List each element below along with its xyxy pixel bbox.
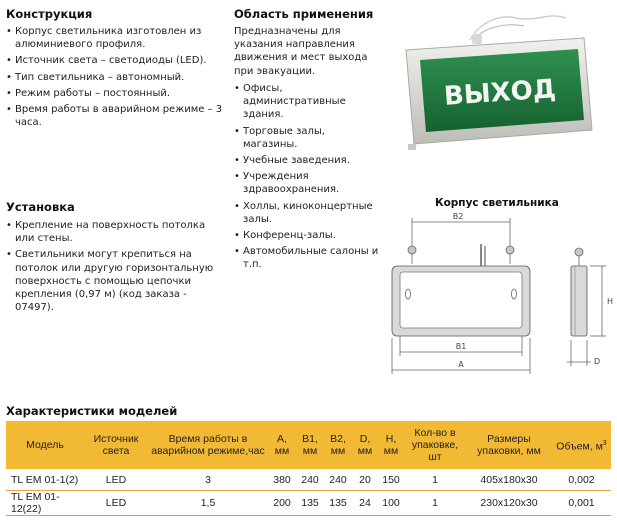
dim-label-h: H: [607, 297, 614, 306]
col-header-time: Время работы в аварийном режиме,час: [148, 421, 268, 469]
dim-label-d: D: [594, 357, 601, 366]
product-photo: [388, 4, 608, 160]
technical-drawing: [378, 206, 616, 378]
cell-qty: 1: [404, 491, 466, 516]
list-item: • Крепление на поверхность потолка или стены.: [6, 219, 224, 245]
list-item: • Корпус светильника изготовлен из алюминиевого профиля.: [6, 25, 224, 51]
cell-h: 100: [378, 491, 404, 516]
cell-b2: 135: [324, 491, 352, 516]
installation-list: [6, 219, 224, 317]
application-list: [234, 82, 380, 275]
list-item: • Конференц-залы.: [234, 229, 380, 242]
col-header-model: Модель: [6, 421, 84, 469]
list-item: • Автомобильные салоны и т.п.: [234, 245, 380, 271]
col-header-volume: Объем, $м^3$: [552, 421, 611, 469]
list-item: • Учреждения здравоохранения.: [234, 170, 380, 196]
drawing-title: Корпус светильника: [435, 197, 559, 209]
construction-title: Конструкция: [6, 7, 93, 21]
cell-volume: 0,001: [552, 491, 611, 516]
col-header-h: H, мм: [378, 421, 404, 469]
construction-list: [6, 25, 224, 132]
cell-time: 3: [148, 469, 268, 491]
list-item: • Офисы, административные здания.: [234, 82, 380, 122]
installation-title: Установка: [6, 200, 75, 214]
col-header-qty: Кол-во в упаковке, шт: [404, 421, 466, 469]
cell-b1: 135: [296, 491, 324, 516]
cell-b1: 240: [296, 469, 324, 491]
col-header-d: D, мм: [352, 421, 378, 469]
cell-source: LED: [84, 491, 148, 516]
models-table: [6, 421, 611, 516]
col-header-size: Размеры упаковки, мм: [466, 421, 552, 469]
cell-a: 380: [268, 469, 296, 491]
table-row: [6, 469, 611, 491]
dim-label-b2: B2: [452, 212, 464, 221]
cell-size: 405x180x30: [466, 469, 552, 491]
sign-text: ВЫХОД: [442, 74, 557, 112]
list-item: • Учебные заведения.: [234, 154, 380, 167]
dim-label-a: A: [458, 360, 464, 369]
cell-a: 200: [268, 491, 296, 516]
cell-h: 150: [378, 469, 404, 491]
list-item: • Источник света – светодиоды (LED).: [6, 54, 224, 67]
list-item: • Светильники могут крепиться на потолок или другую горизонтальную поверхность с помощью цепочки крепления (0,97 м) (код заказа - 07497).: [6, 248, 224, 314]
table-row: [6, 491, 611, 516]
application-title: Область применения: [234, 7, 374, 21]
application-intro: Предназначены для указания направления движения и мест выхода при эвакуации.: [234, 26, 368, 77]
col-header-a: A, мм: [268, 421, 296, 469]
cell-model: TL EM 01-1(2): [6, 469, 84, 491]
table-header-row: [6, 421, 611, 469]
col-header-source: Источник света: [84, 421, 148, 469]
list-item: • Режим работы – постоянный.: [6, 87, 224, 100]
cell-volume: 0,002: [552, 469, 611, 491]
cell-d: 20: [352, 469, 378, 491]
list-item: • Тип светильника – автономный.: [6, 71, 224, 84]
cell-model: TL EM 01-12(22): [6, 491, 84, 516]
list-item: • Холлы, киноконцертные залы.: [234, 200, 380, 226]
cell-time: 1,5: [148, 491, 268, 516]
table-title: Характеристики моделей: [6, 404, 178, 418]
cell-source: LED: [84, 469, 148, 491]
dim-label-b1: B1: [455, 342, 467, 351]
cell-size: 230x120x30: [466, 491, 552, 516]
list-item: • Время работы в аварийном режиме – 3 часа.: [6, 103, 224, 129]
cell-qty: 1: [404, 469, 466, 491]
col-header-b2: B2, мм: [324, 421, 352, 469]
list-item: • Торговые залы, магазины.: [234, 125, 380, 151]
cell-b2: 240: [324, 469, 352, 491]
col-header-b1: B1, мм: [296, 421, 324, 469]
cell-d: 24: [352, 491, 378, 516]
